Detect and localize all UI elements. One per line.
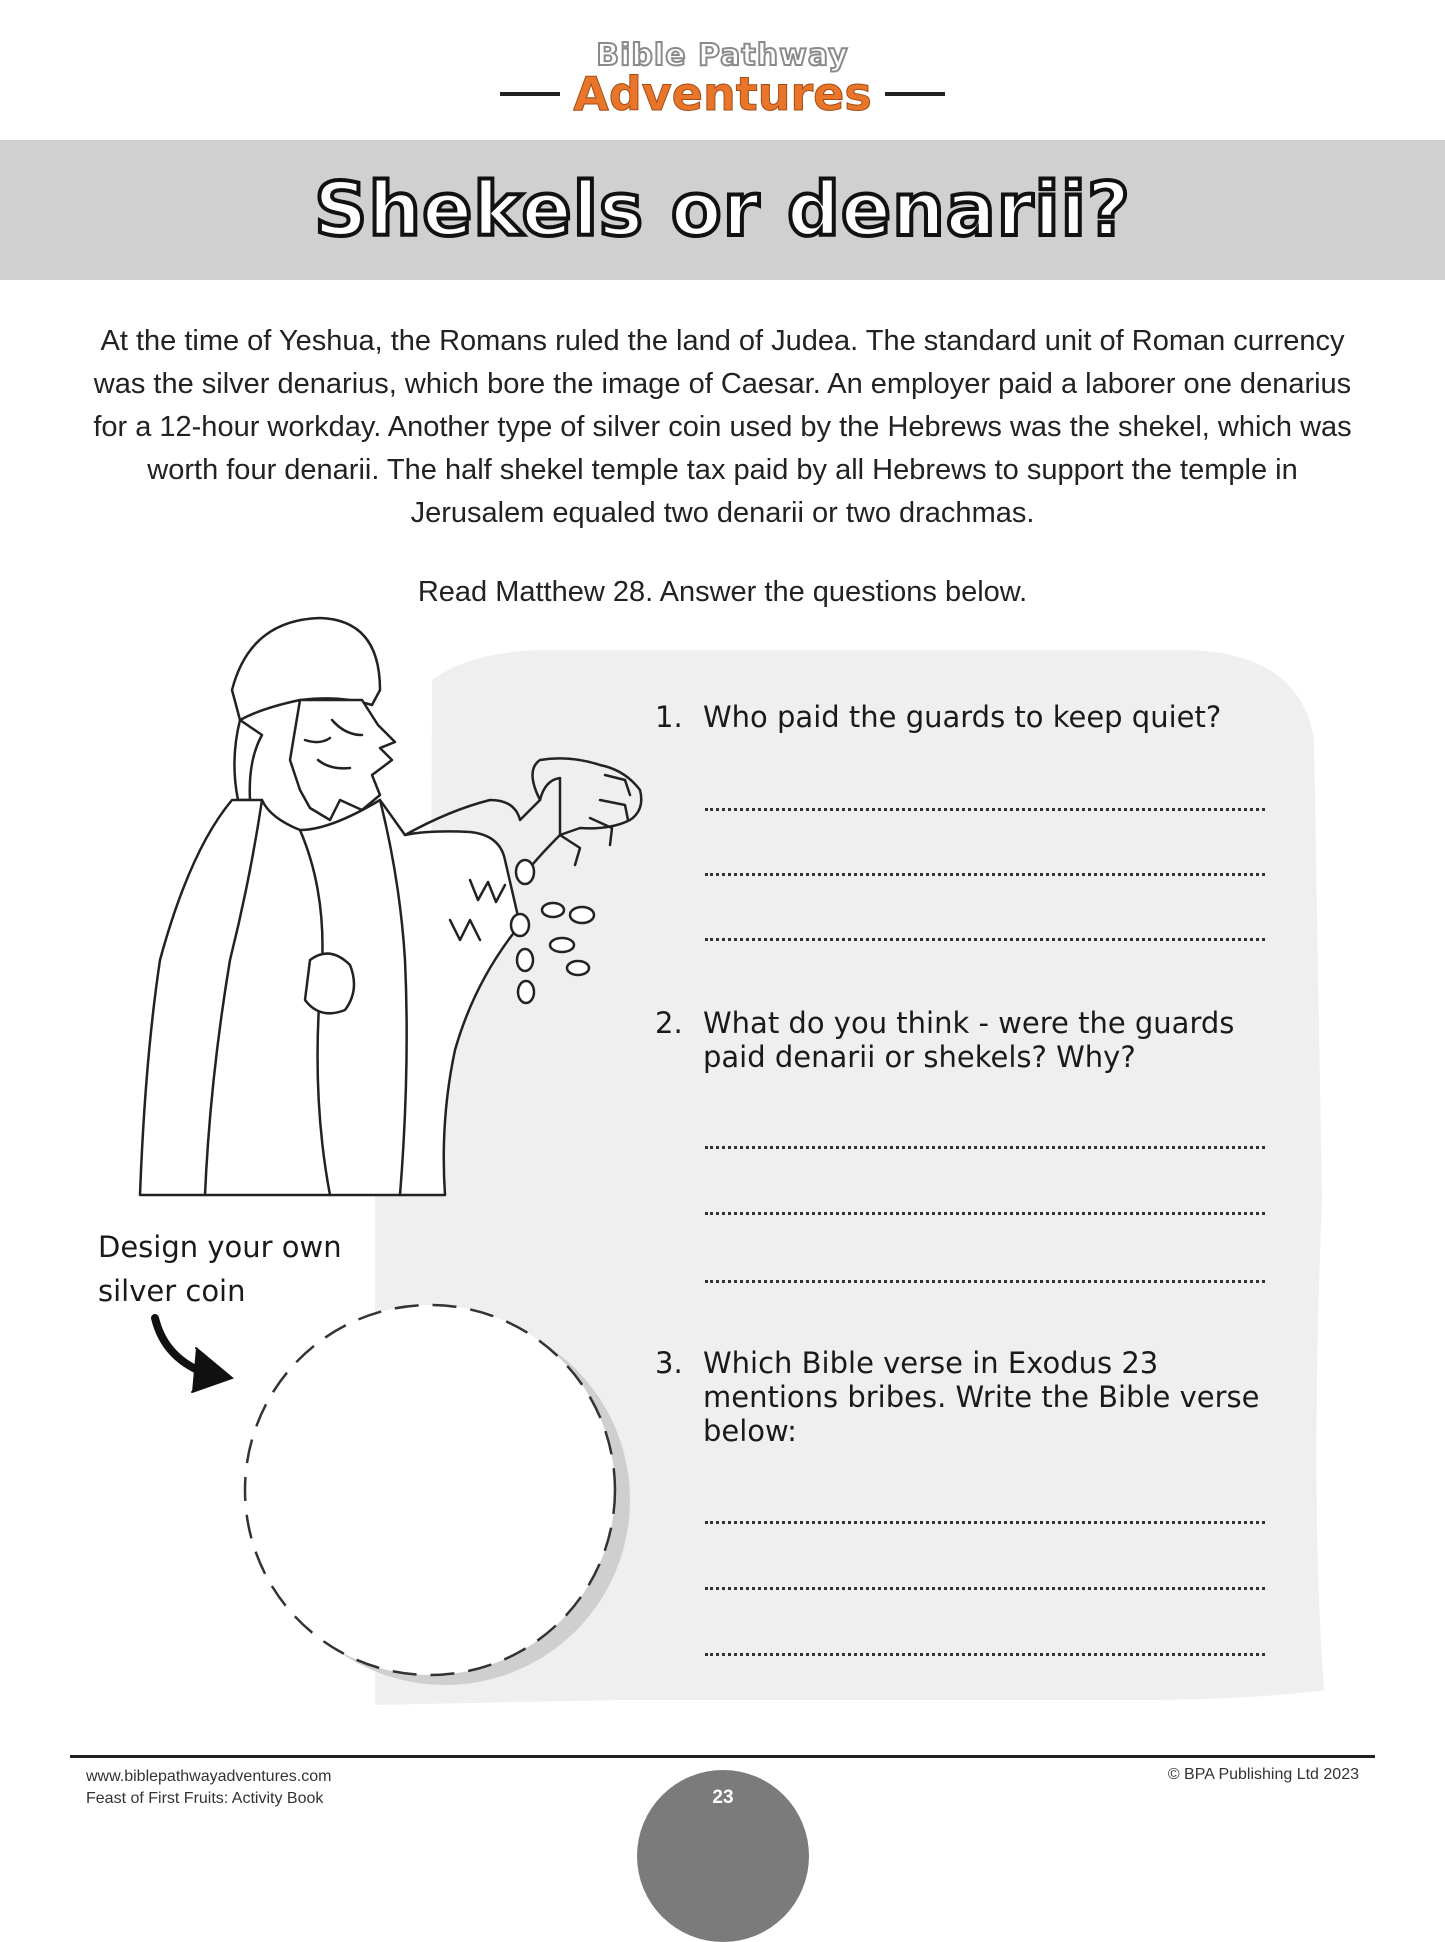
footer-website: www.biblepathwayadventures.com	[86, 1768, 332, 1785]
answer-line[interactable]	[705, 1212, 1265, 1215]
answer-line[interactable]	[705, 808, 1265, 811]
logo-line1: Bible Pathway	[596, 38, 849, 73]
question-number: 1.	[655, 700, 683, 734]
answer-line[interactable]	[705, 1653, 1265, 1656]
question-number: 3.	[655, 1346, 683, 1380]
page-title: Shekels or denarii?	[314, 167, 1131, 253]
intro-paragraph: At the time of Yeshua, the Romans ruled the land of Judea. The standard unit of Roman currency was the silver denarius, which bore the image of Caesar. An employer paid a laborer one denarius for a 12-hour workday. Another type of silver coin used by the Hebrews was the shekel, which was worth four denarii. The half shekel temple tax paid by all Hebrews to support the temple in Jerusalem equaled two denarii or two drachmas.	[93, 325, 1352, 529]
answer-line[interactable]	[705, 1280, 1265, 1283]
footer-copyright: © BPA Publishing Ltd 2023	[1167, 1766, 1359, 1783]
answer-line[interactable]	[705, 873, 1265, 876]
answer-line[interactable]	[705, 1587, 1265, 1590]
design-coin-prompt	[98, 1225, 342, 1313]
question-text: What do you think - were the guards paid denarii or shekels? Why?	[703, 1006, 1235, 1074]
question-number: 2.	[655, 1006, 683, 1040]
answer-line[interactable]	[705, 1146, 1265, 1149]
answer-line[interactable]	[705, 1521, 1265, 1524]
instruction-text: Read Matthew 28. Answer the questions below.	[417, 576, 1028, 608]
question-text: Who paid the guards to keep quiet?	[703, 700, 1222, 734]
logo-line2: Adventures	[573, 67, 872, 121]
answer-line[interactable]	[705, 938, 1265, 941]
question-2	[655, 1006, 1275, 1074]
design-prompt-line2: silver coin	[98, 1274, 246, 1308]
question-3	[655, 1346, 1275, 1448]
design-prompt-line1: Design your own	[98, 1230, 342, 1264]
page-number: 23	[637, 1770, 809, 1942]
footer-book-title: Feast of First Fruits: Activity Book	[86, 1790, 324, 1807]
footer-rule	[70, 1755, 1375, 1758]
footer-left	[86, 1766, 331, 1810]
question-text: Which Bible verse in Exodus 23 mentions bribes. Write the Bible verse below:	[703, 1346, 1260, 1448]
question-1	[655, 700, 1275, 734]
curved-arrow-icon	[155, 1318, 232, 1392]
